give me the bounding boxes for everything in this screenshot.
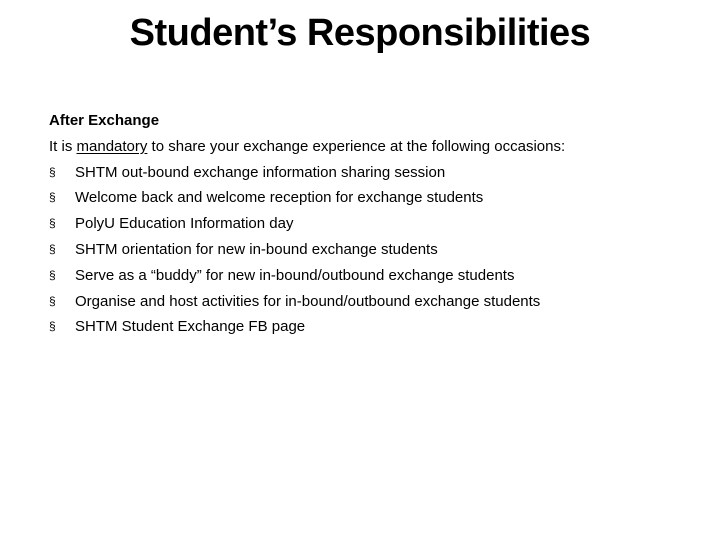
list-item-text: SHTM orientation for new in-bound exchange students: [75, 240, 438, 258]
list-item: [49, 211, 689, 237]
section-sign-bullet-icon: §: [49, 190, 56, 205]
section-sign-bullet-icon: §: [49, 293, 56, 308]
list-item: [49, 314, 689, 340]
list-item: [49, 185, 689, 211]
list-item-text: PolyU Education Information day: [75, 215, 294, 233]
intro-emphasis: mandatory: [76, 137, 148, 155]
list-item-text: Organise and host activities for in-bound/outbound exchange students: [75, 292, 541, 310]
intro-before: It is: [49, 137, 77, 155]
list-item: [49, 263, 689, 289]
list-item: [49, 237, 689, 263]
intro-text: [49, 134, 689, 160]
section-sign-bullet-icon: §: [49, 319, 56, 334]
list-item: [49, 160, 689, 186]
section-sign-bullet-icon: §: [49, 267, 56, 282]
slide-title: Student’s Responsibilities: [129, 12, 591, 54]
section-sign-bullet-icon: §: [49, 216, 56, 231]
list-item-text: Welcome back and welcome reception for exchange students: [75, 189, 484, 207]
slide-content: [49, 108, 689, 340]
list-item: [49, 289, 689, 315]
section-sign-bullet-icon: §: [49, 241, 56, 256]
occasions-list: [49, 160, 689, 341]
list-item-text: SHTM out-bound exchange information sharing session: [75, 163, 446, 181]
intro-after: to share your exchange experience at the following occasions:: [147, 137, 566, 155]
section-sign-bullet-icon: §: [49, 164, 56, 179]
list-item-text: Serve as a “buddy” for new in-bound/outbound exchange students: [75, 266, 515, 284]
list-item-text: SHTM Student Exchange FB page: [75, 318, 306, 336]
section-heading: After Exchange: [49, 112, 160, 129]
